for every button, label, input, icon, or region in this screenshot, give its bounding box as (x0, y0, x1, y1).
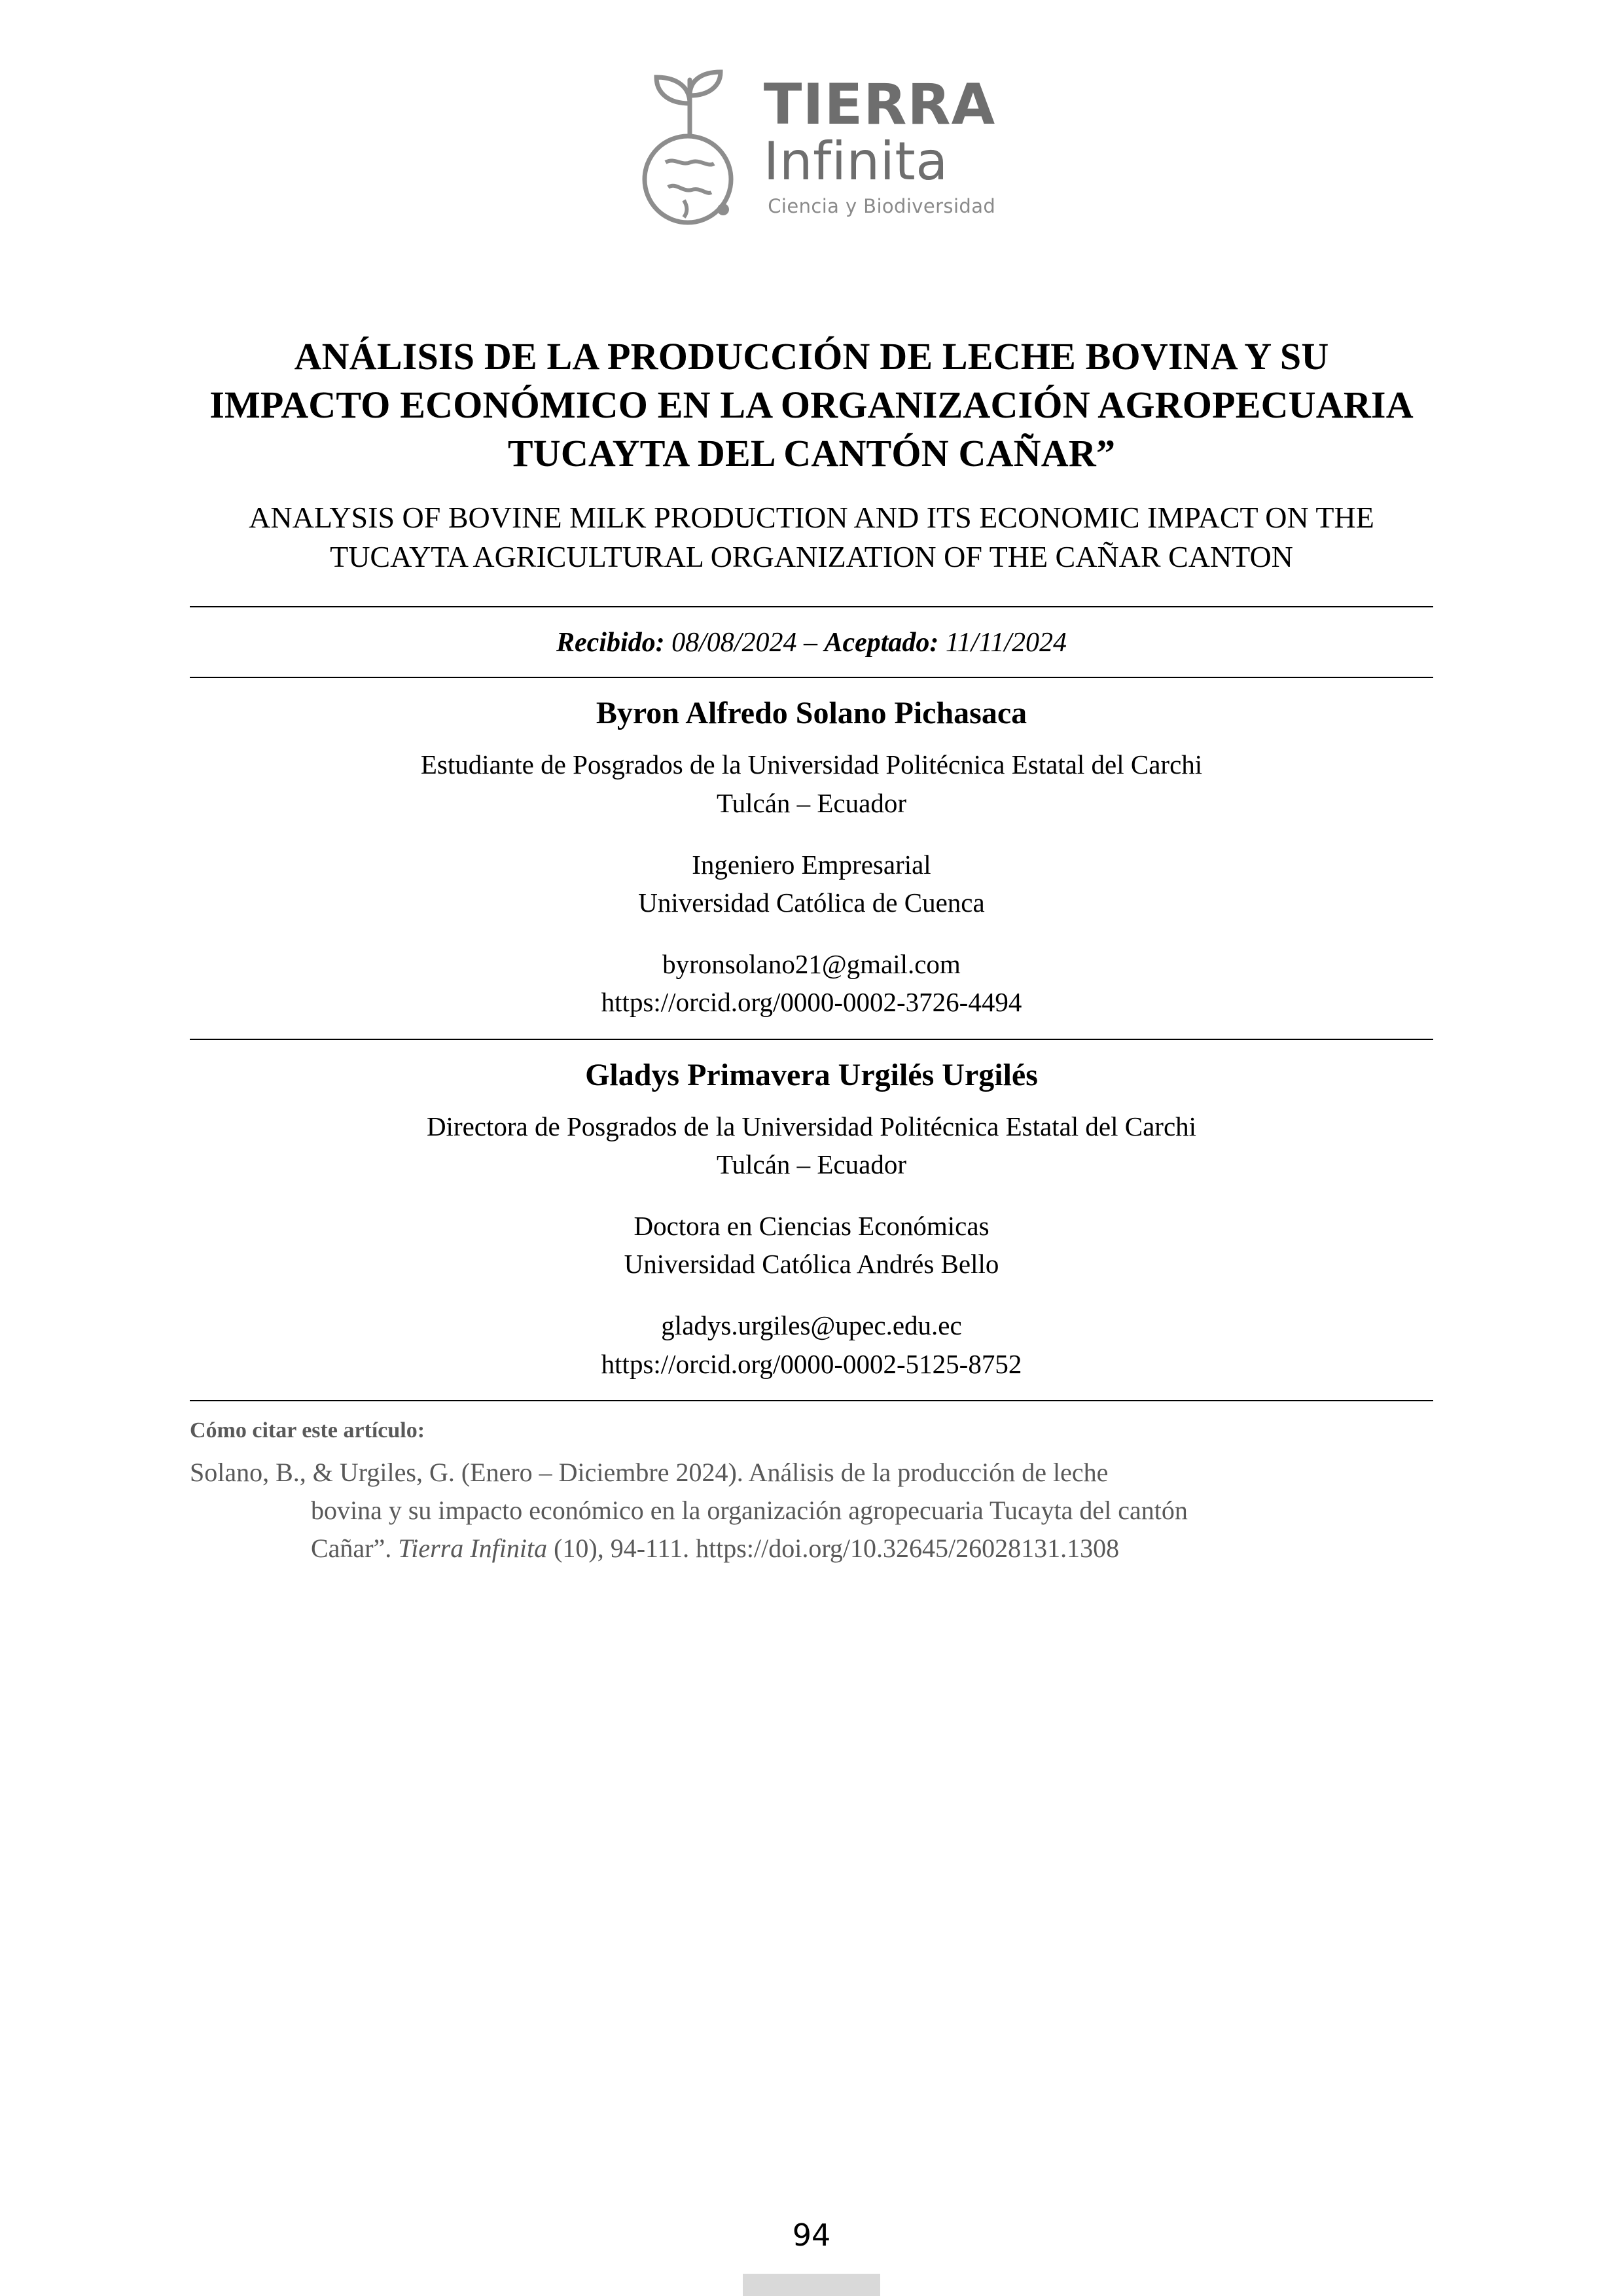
page-title: ANÁLISIS DE LA PRODUCCIÓN DE LECHE BOVINA Y SU IMPACTO ECONÓMICO EN LA ORGANIZACIÓN AGROPECUARIA TUCAYTA DEL CANTÓN CAÑAR” (209, 335, 1414, 475)
author-orcid-link[interactable]: https://orcid.org/0000-0002-3726-4494 (601, 987, 1022, 1018)
globe-plant-logo-icon (628, 58, 752, 234)
author-name: Gladys Primavera Urgilés Urgilés (585, 1057, 1038, 1092)
journal-logo (0, 58, 1623, 234)
author-degree: Ingeniero Empresarial (692, 849, 931, 880)
author-degree: Doctora en Ciencias Económicas (633, 1211, 990, 1242)
author-location: Tulcán – Ecuador (717, 787, 906, 818)
author-orcid-link[interactable]: https://orcid.org/0000-0002-5125-8752 (601, 1348, 1022, 1379)
citation-text (190, 1454, 1433, 1568)
logo-tagline: Ciencia y Biodiversidad (768, 194, 996, 217)
author-block (0, 1040, 1623, 1400)
citation-heading: Cómo citar este artículo: (190, 1418, 425, 1443)
citation-line-3-pre: Cañar”. (311, 1533, 399, 1563)
citation-line-3 (190, 1530, 1433, 1568)
citation-line-1: Solano, B., & Urgiles, G. (Enero – Diciembre 2024). Análisis de la producción de leche (190, 1457, 1109, 1487)
author-location: Tulcán – Ecuador (717, 1149, 906, 1179)
accepted-date: 11/11/2024 (945, 628, 1067, 658)
author-email[interactable]: byronsolano21@gmail.com (662, 949, 961, 980)
author-name: Byron Alfredo Solano Pichasaca (596, 696, 1027, 731)
page-title-english: ANALYSIS OF BOVINE MILK PRODUCTION AND ITS ECONOMIC IMPACT ON THE TUCAYTA AGRICULTURAL ORGANIZATION OF THE CAÑAR CANTON (249, 500, 1374, 573)
footer-tab-decoration (743, 2274, 880, 2296)
citation-line-2: bovina y su impacto económico en la organización agropecuaria Tucayta del cantón (311, 1495, 1188, 1525)
logo-subtitle: Infinita (763, 130, 948, 192)
dates-dash: – (803, 628, 817, 658)
page-number: 94 (792, 2217, 831, 2253)
author-block (0, 678, 1623, 1038)
citation-journal-name: Tierra Infinita (398, 1533, 548, 1563)
author-affiliation: Estudiante de Posgrados de la Universidad Politécnica Estatal del Carchi (420, 749, 1203, 780)
author-affiliation: Directora de Posgrados de la Universidad Politécnica Estatal del Carchi (426, 1111, 1197, 1141)
citation-block (190, 1401, 1433, 1568)
accepted-label: Aceptado: (824, 628, 939, 658)
received-accepted-dates (0, 607, 1623, 677)
citation-line-3-post[interactable]: (10), 94-111. https://doi.org/10.32645/26028131.1308 (547, 1533, 1120, 1563)
logo-title: TIERRA (763, 71, 996, 137)
received-label: Recibido: (556, 628, 665, 658)
received-date: 08/08/2024 (671, 628, 797, 658)
author-institution: Universidad Católica Andrés Bello (624, 1249, 999, 1280)
author-email[interactable]: gladys.urgiles@upec.edu.ec (661, 1310, 962, 1341)
author-institution: Universidad Católica de Cuenca (638, 887, 985, 918)
